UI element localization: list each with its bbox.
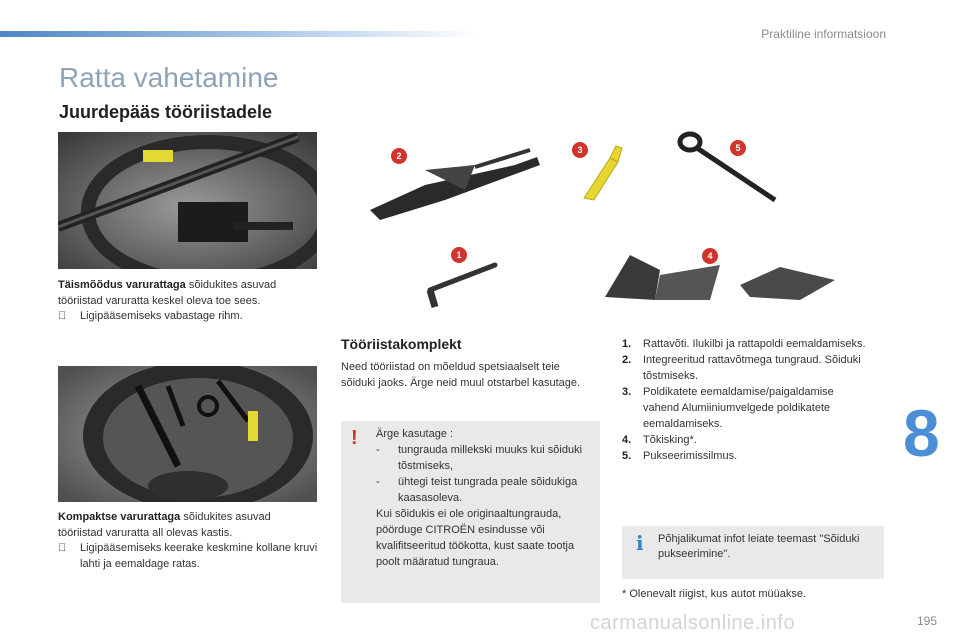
info-box xyxy=(622,526,884,579)
legend-text: Pukseerimissilmus. xyxy=(643,450,738,462)
warning-item: tungrauda millekski muuks kui sõiduki tõstmiseks, xyxy=(398,444,583,472)
toolkit-title: Tööriistakomplekt xyxy=(341,336,462,352)
tool-badge-4: 4 xyxy=(702,248,718,264)
caption-full-size xyxy=(58,278,318,325)
tool-badge-3: 3 xyxy=(572,142,588,158)
info-text: Põhjalikumat infot leiate teemast "Sõiduki pukseerimine". xyxy=(658,533,860,560)
legend-number: 1. xyxy=(622,338,632,350)
warning-icon: ! xyxy=(351,427,358,449)
info-icon: i xyxy=(636,531,644,555)
section-header: Praktiline informatsioon xyxy=(761,27,886,41)
caption-compact-bullet: Ligipääsemiseks keerake keskmine kollane kruvi lahti ja eemaldage ratas. xyxy=(80,542,318,570)
legend-number: 2. xyxy=(622,354,632,366)
tool-badge-1: 1 xyxy=(451,247,467,263)
caption-full-size-text: sõidukites asuvad tööriistad varuratta keskel oleva toe sees. xyxy=(58,279,277,307)
warning-box xyxy=(341,421,600,603)
warning-intro: Ärge kasutage : xyxy=(376,428,454,440)
tool-badge-2: 2 xyxy=(391,148,407,164)
page-number: 195 xyxy=(917,614,938,628)
caption-compact-text: sõidukites asuvad tööriistad varuratta all olevas kastis. xyxy=(58,511,271,539)
legend-text: Integreeritud rattavõtmega tungraud. Sõiduki tõstmiseks. xyxy=(643,354,861,382)
legend-text: Tõkisking*. xyxy=(643,434,697,446)
legend-item xyxy=(622,336,867,352)
tool-wheel-brace-illustration xyxy=(425,245,505,315)
tool-badge-5: 5 xyxy=(730,140,746,156)
legend-number: 3. xyxy=(622,386,632,398)
warning-outro: Kui sõidukis ei ole originaaltungrauda, pöörduge CITROËN esindusse või kvalifitseeritud töökotta, kust saate tootja poolt määratud tungraua. xyxy=(376,508,575,568)
chapter-number: 8 xyxy=(903,396,940,470)
legend-item xyxy=(622,384,867,432)
tool-bolt-cap-remover-illustration xyxy=(572,140,634,202)
bullet-symbol xyxy=(58,309,80,325)
tool-jack-illustration xyxy=(365,145,545,225)
footnote: * Olenevalt riigist, kus autot müüakse. xyxy=(622,588,807,600)
warning-dash: - xyxy=(376,476,380,488)
photo-compact-spare-wheel xyxy=(58,366,317,502)
page-title: Ratta vahetamine xyxy=(59,62,279,93)
caption-full-size-bullet: Ligipääsemiseks vabastage rihm. xyxy=(80,310,243,322)
legend-item xyxy=(622,352,867,384)
warning-item: ühtegi teist tungrada peale sõidukiga kaasasoleva. xyxy=(398,476,578,504)
caption-compact-bold: Kompaktse varurattaga xyxy=(58,511,181,523)
photo-full-size-spare-wheel xyxy=(58,132,317,269)
warning-dash: - xyxy=(376,444,380,456)
legend-text: Rattavõti. Ilukilbi ja rattapoldi eemaldamiseks. xyxy=(643,338,866,350)
caption-full-size-bold: Täismõõdus varurattaga xyxy=(58,279,186,291)
tools-legend xyxy=(622,336,867,464)
top-accent-bar xyxy=(0,31,480,37)
tool-wheel-chock-illustration xyxy=(600,245,840,305)
watermark: carmanualsonline.info xyxy=(590,612,796,634)
toolkit-text: Need tööriistad on mõeldud spetsiaalselt teie sõiduki jaoks. Ärge neid muul otstarbel kasutage. xyxy=(341,361,581,389)
legend-item xyxy=(622,448,867,464)
section-subtitle: Juurdepääs tööriistadele xyxy=(59,102,273,122)
legend-text: Poldikatete eemaldamise/paigaldamise vahend Alumiiniumvelgede poldikatete eemaldamiseks. xyxy=(643,386,834,430)
caption-compact xyxy=(58,510,318,572)
tool-towing-eye-illustration xyxy=(675,130,785,205)
legend-item xyxy=(622,432,867,448)
bullet-symbol xyxy=(58,541,80,572)
legend-number: 4. xyxy=(622,434,632,446)
legend-number: 5. xyxy=(622,450,632,462)
